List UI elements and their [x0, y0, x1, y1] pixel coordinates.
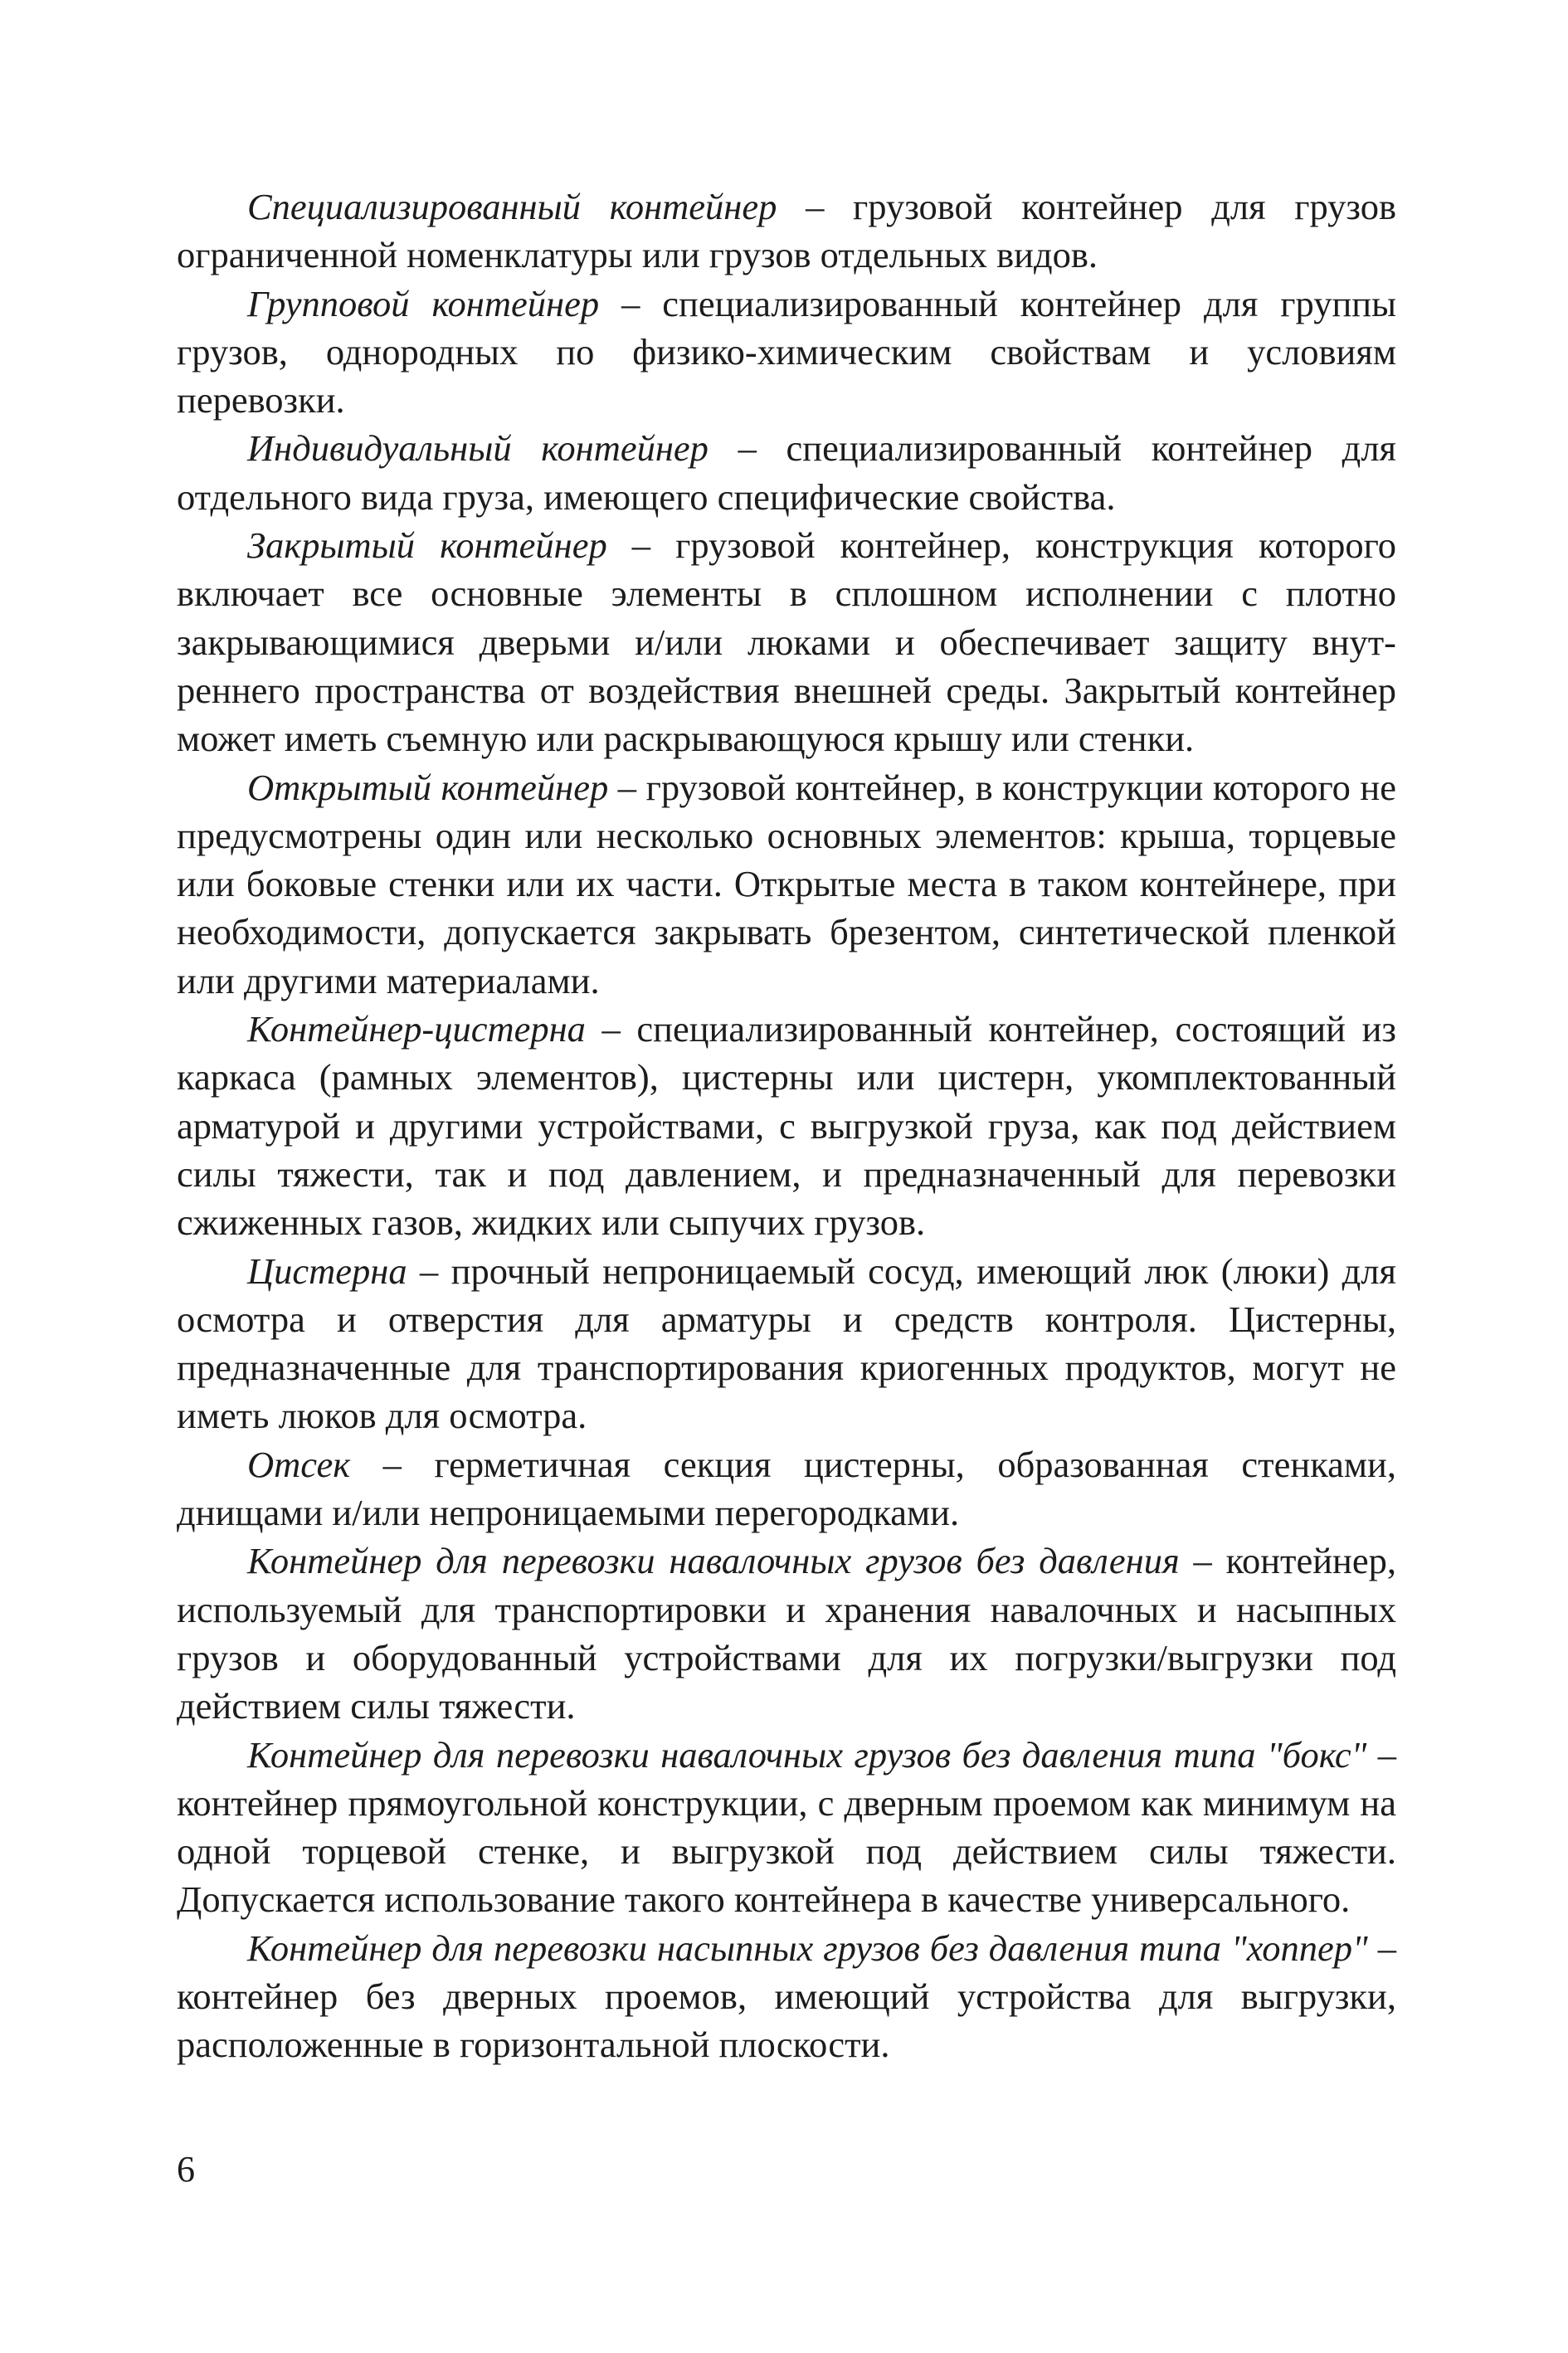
defined-term: Специализированный контейнер — [247, 186, 777, 227]
definition-paragraph — [177, 1440, 1396, 1537]
defined-term: Индивидуальный контейнер — [247, 427, 709, 470]
definition-text: – контейнер, используемый для транспортировки и хранения навалочных и насыпных грузов и оборудованный устройствами для их погрузки/выгрузки под действием силы тяжести. — [177, 1540, 1396, 1727]
definition-text: – контейнер без дверных проемов, имеющий устройства для выгрузки, расположенные в горизонтальной плоскости. — [177, 1927, 1396, 2066]
definition-paragraph — [177, 1924, 1396, 2069]
definition-paragraph — [177, 1005, 1396, 1246]
defined-term: Групповой контейнер — [247, 282, 600, 324]
definition-text: – грузовой контейнер для грузов ограниченной номенклатуры или грузов отдельных видов. — [177, 186, 1396, 276]
defined-term: Контейнер-цистерна — [247, 1008, 586, 1050]
definition-paragraph — [177, 763, 1396, 1005]
defined-term: Цистерна — [247, 1250, 407, 1292]
definition-text: – специализированный контейнер, состоящий из каркаса (рамных элементов), цистерны или цистерн, укомплектованный арматурой и другими устройствами, с выгрузкой груза, как под действием силы тяжести, так и под давлением, и предназначенный для перевозки сжиженных газов, жидких или сыпучих грузов. — [177, 1008, 1396, 1244]
defined-term: Открытый контейнер — [247, 766, 609, 808]
defined-term: Закрытый контейнер — [247, 524, 607, 567]
definition-text: – прочный непроницаемый сосуд, имеющий люк (люки) для осмотра и отверстия для арматуры и средств контроля. Цистерны, предназначенные для транспортирования криогенных продуктов, могут не иметь люков для осмотра. — [177, 1250, 1396, 1437]
definition-paragraph — [177, 424, 1396, 521]
definition-text: – специализированный контейнер для группы грузов, однородных по физико-химическим свойствам и условиям перевозки. — [177, 282, 1396, 421]
definition-text: – грузовой контейнер, в конструкции которого не предусмотрены один или несколько основных элементов: крыша, торцевые или боковые стенки или их части. Открытые места в таком контейнере, при необходимости, допускается закрывать брезентом, синтетической пленкой или другими материалами. — [177, 766, 1396, 1001]
definition-paragraph — [177, 280, 1396, 425]
definitions-text — [177, 183, 1396, 2069]
page-number: 6 — [177, 2149, 195, 2190]
defined-term: Отсек — [247, 1443, 351, 1485]
defined-term: Контейнер для перевозки насыпных грузов без давления типа "хоппер" — [247, 1927, 1368, 1969]
definition-paragraph — [177, 183, 1396, 280]
definition-text: – контейнер прямоугольной конструкции, с дверным проемом как минимум на одной торцевой стенке, и выгрузкой под действием силы тяжести. Допускается использование такого контейнера в качестве универсального. — [177, 1733, 1396, 1921]
defined-term: Контейнер для перевозки навалочных грузов без давления типа "бокс" — [247, 1733, 1367, 1776]
definition-paragraph — [177, 1247, 1396, 1440]
definition-paragraph — [177, 521, 1396, 762]
defined-term: Контейнер для перевозки навалочных грузов без давления — [247, 1540, 1180, 1582]
definition-paragraph — [177, 1731, 1396, 1924]
definition-text: – специализированный контейнер для отдельного вида груза, имеющего специфические свойства. — [177, 427, 1397, 518]
definition-paragraph — [177, 1537, 1396, 1730]
definition-text: – грузовой контейнер, конструкция которого включает все основные элементы в сплошном исполнении с плотно закрывающимися дверьми и/или люками и обеспечивает защиту внутреннего пространства от воздействия внешней среды. Закрытый контейнер может иметь съемную или раскрывающуюся крышу или стенки. — [177, 524, 1396, 760]
definition-text: – герметичная секция цистерны, образованная стенками, днищами и/или непроницаемыми перегородками. — [177, 1443, 1396, 1534]
